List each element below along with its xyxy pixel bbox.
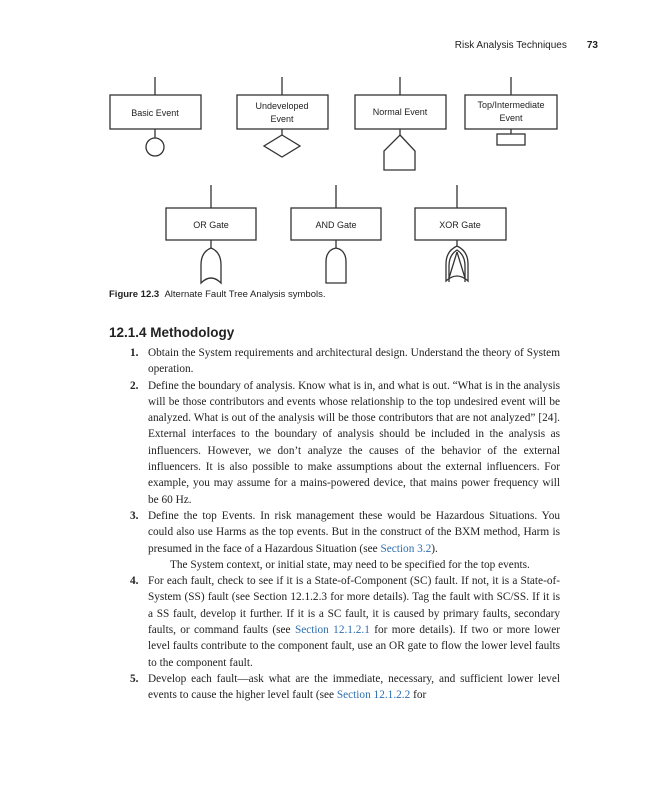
figure-caption-text: Alternate Fault Tree Analysis symbols. [164, 289, 326, 300]
list-item [126, 508, 560, 573]
normal-event-symbol [355, 77, 446, 170]
xor-gate-icon [446, 246, 468, 282]
top-intermediate-event-label-line1: Top/Intermediate [477, 100, 545, 110]
figure-caption [109, 289, 326, 300]
or-gate-label: OR Gate [193, 220, 229, 230]
figure-caption-label: Figure 12.3 [109, 289, 160, 300]
text-run: for [410, 689, 427, 702]
fault-tree-symbols-figure [0, 0, 648, 290]
top-intermediate-event-label-line2: Event [499, 113, 523, 123]
undeveloped-event-label-line2: Event [270, 114, 294, 124]
and-gate-label: AND Gate [315, 220, 357, 230]
or-gate-icon [201, 248, 221, 283]
list-item-number: 3. [130, 509, 139, 522]
list-item-number: 4. [130, 575, 139, 588]
page-number: 73 [586, 40, 598, 51]
and-gate-icon [326, 248, 346, 283]
list-item-number: 5. [130, 672, 139, 685]
running-title: Risk Analysis Techniques [454, 40, 567, 51]
text-run: Define the top Events. In risk management these would be Hazardous Situations. You could also use Harms as the top events. But in the construct of the BXM method, Harm is presumed in the face of a Hazardous Situation (see [148, 509, 560, 555]
list-item [126, 671, 560, 704]
list-item [126, 378, 560, 508]
list-item [126, 573, 560, 671]
rectangle-icon [497, 134, 525, 145]
text-run: ). [431, 542, 438, 555]
circle-icon [146, 138, 164, 156]
normal-event-label: Normal Event [372, 107, 428, 117]
xor-gate-label: XOR Gate [439, 220, 481, 230]
section-12-1-2-2-link[interactable]: Section 12.1.2.2 [336, 689, 411, 702]
top-intermediate-event-symbol [465, 77, 557, 145]
list-item-text: Obtain the System requirements and architectural design. Understand the theory of System operation. [148, 347, 560, 376]
text-run: For each fault, check to see if it is a State-of-Component (SC) fault. If not, it is a State-of-System (SS) fault (see Section 12.1.2.3 for more details). Tag the fault with SC/SS. If it is a SS fault, develop it further. If it is a SC fault, it is caused by primary faults, secondary faults, or command faults (see [148, 575, 560, 637]
list-item-text [148, 573, 560, 671]
list-item-paragraph: The System context, or initial state, may need to be specified for the top events. [170, 558, 530, 571]
section-heading: 12.1.4 Methodology [109, 325, 235, 340]
list-item-number: 1. [130, 347, 139, 359]
text-run: for more details). If two or more lower level faults contribute to the component fault, use an OR gate to flow the lower level faults to the component fault. [148, 624, 560, 669]
house-icon [384, 135, 415, 170]
list-item-text [148, 508, 560, 557]
list-item-number: 2. [130, 379, 139, 392]
basic-event-label: Basic Event [131, 108, 179, 118]
and-gate-symbol [291, 185, 381, 283]
xor-gate-symbol [415, 185, 506, 282]
undeveloped-event-label-line1: Undeveloped [255, 101, 309, 111]
or-gate-symbol [166, 185, 256, 283]
list-item-text: Define the boundary of analysis. Know what is in, and what is out. “What is in the analysis will be those contributors and events whose relationship to the top undesired event will be analyzed. What is out of the analysis will be those contributors that are not analyzed” [24]. External interfaces to the boundary of analysis should be included in the analysis as influencers. However, we don’t analyze the causes of the behavior of the external influencers. It is also possible to make assumptions about the external influencers. For example, you may assume for a mains-powered device, that mains power frequency will be 60 Hz. [148, 379, 560, 506]
section-3-2-link[interactable]: Section 3.2 [380, 542, 432, 555]
methodology-list [126, 345, 560, 704]
list-item-text [148, 671, 560, 704]
diamond-icon [264, 135, 300, 157]
text-run: Develop each fault—ask what are the immediate, necessary, and sufficient lower level events to cause the higher level fault (see [148, 672, 560, 702]
section-12-1-2-1-link[interactable]: Section 12.1.2.1 [294, 624, 370, 637]
list-item [126, 345, 560, 378]
